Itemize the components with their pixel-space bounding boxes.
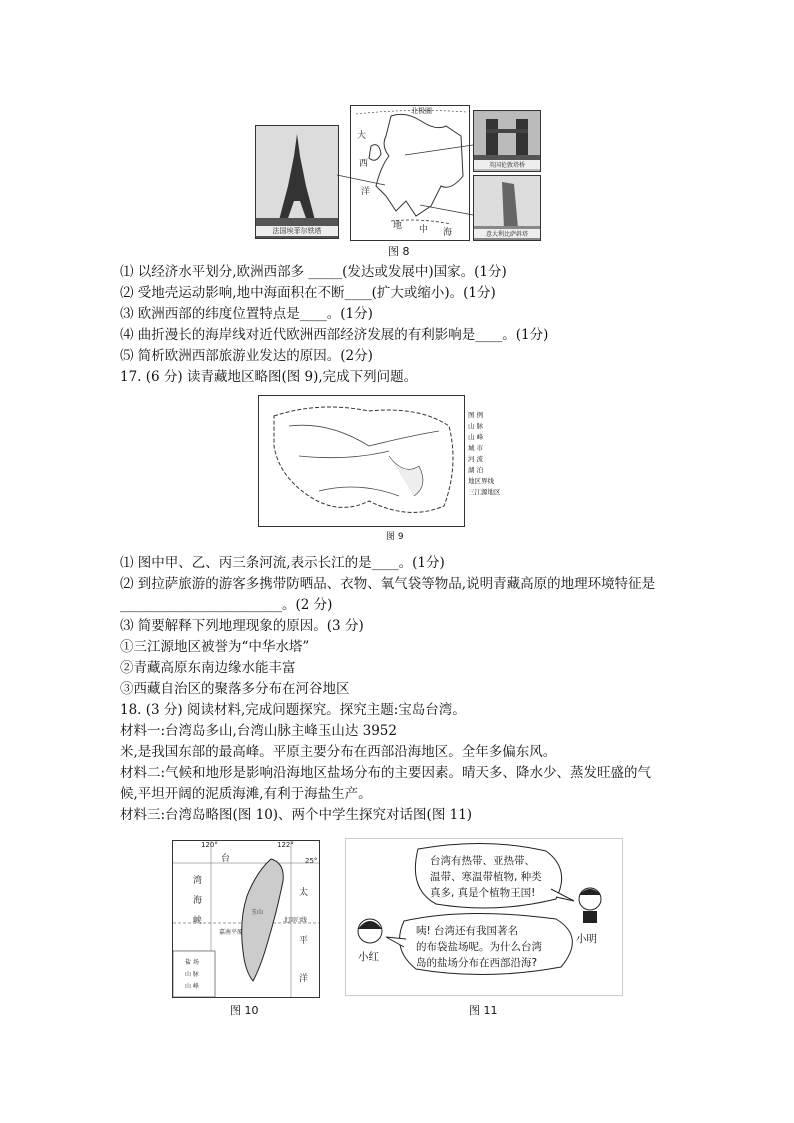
bubble2-line-3: 岛的盐场分布在西部沿海? [416,957,538,969]
strait-label-2: 湾 [193,876,203,886]
q18-line-6: 材料三:台湾岛略图(图 10)、两个中学生探究对话图(图 11) [120,807,473,823]
q18-line-3: 米,是我国东部的最高峰。平原主要分布在西部沿海地区。全年多偏东风。 [120,744,557,760]
map-label-med-3: 海 [443,228,453,238]
q16-line-5: ⑸ 简析欧洲西部旅游业发达的原因。(2分) [120,348,373,364]
bubble2-line-2: 的布袋盐场呢。为什么台湾 [416,941,542,953]
dialogue-cartoon [345,838,623,996]
q18-line-1: 18. (3 分) 阅读材料,完成问题探究。探究主题:宝岛台湾。 [120,702,466,718]
map-label-arctic: 北极圈 [411,107,432,115]
figure-11 [345,838,625,1020]
bubble1-line-1: 台湾有热带、亚热带、 [430,855,535,867]
legend-peak: 山 峰 [185,983,199,990]
map-label-med-1: 地 [393,221,403,231]
legend-item: 山 脉 [468,422,484,430]
qinghai-tibet-map [258,395,465,527]
figure-8-caption: 图 8 [388,245,410,258]
name-xiaoming: 小明 [576,933,597,945]
q18-line-5: 候,平坦开阔的泥质海滩,有利于海盐生产。 [120,786,372,802]
q17-line-4: ⑶ 简要解释下列地理现象的原因。(3 分) [120,618,364,634]
strait-label-3: 海 [193,896,203,906]
legend-item: 山 峰 [468,433,484,441]
figure-10 [172,840,322,1020]
pisa-tower-photo [473,175,541,241]
tower-bridge-label: 英国伦敦塔桥 [474,160,540,169]
q17-line-3: ________________________。(2 分) [120,597,333,613]
map-label-med-2: 中 [419,225,429,235]
q16-line-3: ⑶ 欧洲西部的纬度位置特点是____。(1分) [120,306,373,322]
figure-10-caption: 图 10 [230,1004,259,1017]
q16-line-2: ⑵ 受地壳运动影响,地中海面积在不断____(扩大或缩小)。(1分) [120,285,496,301]
q18-line-4: 材料二:气候和地形是影响沿海地区盐场分布的主要因素。晴天多、降水少、蒸发旺盛的气 [120,765,652,781]
legend-item: 三江源地区 [468,488,501,496]
q17-line-1: ⑴ 图中甲、乙、丙三条河流,表示长江的是____。(1分) [120,555,445,571]
figure-9 [258,395,538,545]
pacific-label-2: 平 [299,936,309,946]
pacific-label-1: 太 [299,888,309,898]
q16-line-1: ⑴ 以经济水平划分,欧洲西部多 _____(发达或发展中)国家。(1分) [120,264,507,280]
q18-line-2: 材料一:台湾岛多山,台湾山脉主峰玉山达 3952 [120,723,397,739]
legend-item: 河 流 [468,455,484,463]
q17-line-6: ②青藏高原东南边缘水能丰富 [120,660,296,676]
legend-mountain: 山 脉 [185,971,199,978]
taiwan-map [172,840,320,998]
name-xiaohong: 小红 [358,951,379,963]
lon-label-120: 120° [201,841,218,849]
q17-title: 17. (6 分) 读青藏地区略图(图 9),完成下列问题。 [120,369,418,385]
map-label-atlantic-2: 西 [359,159,369,169]
legend-salt-field: 盐 场 [185,959,199,966]
map-label-atlantic-1: 大 [357,131,367,141]
legend-item: 湖 泊 [468,466,484,474]
legend-item: 城 市 [468,444,484,452]
strait-label-1: 台 [221,854,231,864]
q17-line-5: ①三江源地区被誉为“中华水塔” [120,639,310,655]
legend-item: 地区界线 [468,477,494,485]
lat-label-25: 25° [305,857,318,865]
lon-label-122: 122° [277,841,294,849]
tower-bridge-photo [473,110,541,172]
fig9-legend [468,410,538,498]
jianan-plain-label: 嘉南平原 [219,929,244,936]
bubble1-line-3: 真多, 真是个植物王国! [430,887,536,899]
tropic-label: 北回归线 [283,917,308,924]
pacific-label-3: 洋 [299,974,309,984]
pisa-tower-label: 意大利比萨斜塔 [474,229,540,238]
bubble1-line-2: 温带、寒温带植物, 种类 [430,871,542,883]
map-label-atlantic-3: 洋 [361,187,371,197]
q17-line-7: ③西藏自治区的聚落多分布在河谷地区 [120,681,350,697]
bubble2-line-1: 咦! 台湾还有我国著名 [416,925,519,937]
figure-8 [255,105,540,258]
yushan-label: 玉山 [251,909,264,916]
strait-label-4: 峡 [193,916,203,926]
q16-line-4: ⑷ 曲折漫长的海岸线对近代欧洲西部经济发展的有利影响是____。(1分) [120,327,549,343]
tibet-plateau-outline-icon [259,396,464,526]
q17-line-2: ⑵ 到拉萨旅游的游客多携带防晒品、衣物、氧气袋等物品,说明青藏高原的地理环境特征是 [120,576,656,592]
legend-title: 图 例 [468,411,484,419]
figure-9-caption: 图 9 [386,532,404,542]
figure-11-caption: 图 11 [469,1004,498,1017]
eiffel-tower-label: 法国埃菲尔铁塔 [256,226,338,236]
